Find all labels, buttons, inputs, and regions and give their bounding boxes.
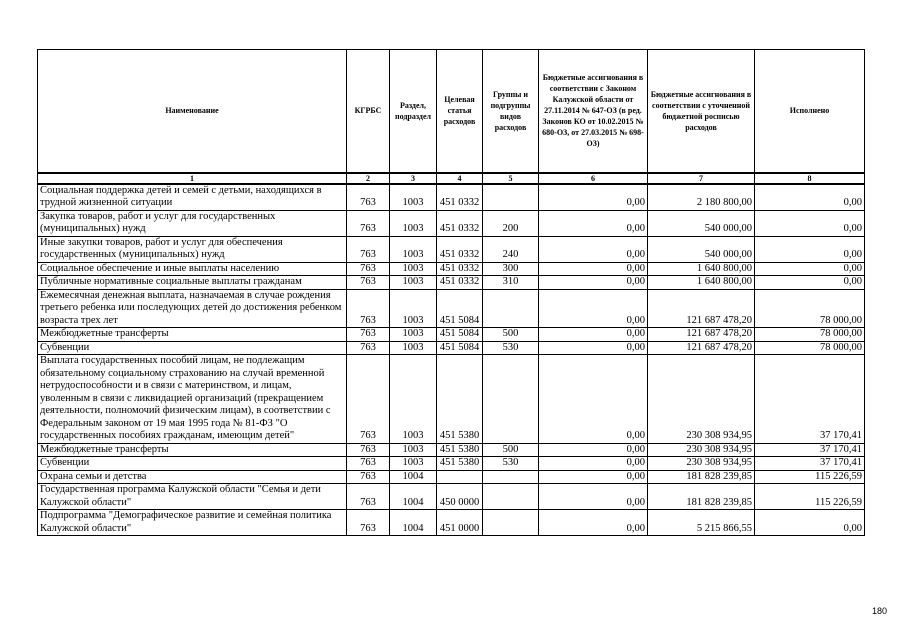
row-group: [483, 289, 539, 328]
row-section: 1004: [390, 484, 437, 510]
row-group: [483, 355, 539, 444]
table-row: [38, 470, 865, 484]
row-article: 451 0332: [437, 236, 483, 262]
row-plan: 0,00: [539, 210, 648, 236]
row-name: Охрана семьи и детства: [38, 470, 347, 484]
header-section: Раздел, подраздел: [390, 50, 437, 173]
row-article: [437, 470, 483, 484]
row-refined: 230 308 934,95: [648, 355, 755, 444]
column-number: 3: [390, 173, 437, 184]
row-plan: 0,00: [539, 184, 648, 211]
row-plan: 0,00: [539, 328, 648, 342]
header-done: Исполнено: [755, 50, 865, 173]
table-row: [38, 341, 865, 355]
row-name: Межбюджетные трансферты: [38, 328, 347, 342]
row-kgrbs: 763: [347, 262, 390, 276]
column-number: 1: [38, 173, 347, 184]
table-row: [38, 289, 865, 328]
column-number: 7: [648, 173, 755, 184]
row-kgrbs: 763: [347, 443, 390, 457]
row-kgrbs: 763: [347, 510, 390, 536]
row-section: 1003: [390, 289, 437, 328]
row-article: 451 5084: [437, 289, 483, 328]
row-name: Выплата государственных пособий лицам, не подлежащим обязательному социальному страхованию на случай временной нетрудоспособности и в связи с материнством, и лицам, уволенным в связи с ликвидацией организаций (прекращением деятельности, полномочий физическим лицам), в соответствии с Федеральным законом от 19 мая 1995 года № 81-ФЗ "О государственных пособиях гражданам, имеющим детей": [38, 355, 347, 444]
row-plan: 0,00: [539, 276, 648, 290]
row-section: 1003: [390, 457, 437, 471]
row-refined: 2 180 800,00: [648, 184, 755, 211]
header-refined: Бюджетные ассигнования в соответствии с уточненной бюджетной росписью расходов: [648, 50, 755, 173]
row-section: 1003: [390, 262, 437, 276]
row-section: 1003: [390, 328, 437, 342]
row-kgrbs: 763: [347, 328, 390, 342]
table-row: [38, 457, 865, 471]
row-done: 0,00: [755, 276, 865, 290]
row-plan: 0,00: [539, 457, 648, 471]
row-plan: 0,00: [539, 289, 648, 328]
column-number: 5: [483, 173, 539, 184]
row-group: 500: [483, 328, 539, 342]
header-name: Наименование: [38, 50, 347, 173]
row-article: 451 0332: [437, 210, 483, 236]
row-group: 240: [483, 236, 539, 262]
row-kgrbs: 763: [347, 341, 390, 355]
row-section: 1004: [390, 470, 437, 484]
row-done: 0,00: [755, 184, 865, 211]
row-group: 300: [483, 262, 539, 276]
row-group: [483, 484, 539, 510]
table-row: [38, 184, 865, 211]
row-name: Иные закупки товаров, работ и услуг для обеспечения государственных (муниципальных) нужд: [38, 236, 347, 262]
row-group: [483, 470, 539, 484]
row-name: Подпрограмма "Демографическое развитие и семейная политика Калужской области": [38, 510, 347, 536]
row-refined: 181 828 239,85: [648, 470, 755, 484]
row-section: 1004: [390, 510, 437, 536]
row-refined: 121 687 478,20: [648, 341, 755, 355]
table-row: [38, 510, 865, 536]
row-done: 115 226,59: [755, 470, 865, 484]
row-section: 1003: [390, 184, 437, 211]
row-refined: 181 828 239,85: [648, 484, 755, 510]
row-section: 1003: [390, 236, 437, 262]
row-section: 1003: [390, 443, 437, 457]
table-row: [38, 236, 865, 262]
row-article: 451 5380: [437, 443, 483, 457]
column-number-row: [38, 173, 865, 184]
row-article: 451 5380: [437, 457, 483, 471]
row-done: 37 170,41: [755, 457, 865, 471]
row-article: 451 0000: [437, 510, 483, 536]
row-done: 37 170,41: [755, 443, 865, 457]
column-number: 4: [437, 173, 483, 184]
row-group: 530: [483, 457, 539, 471]
header-plan: Бюджетные ассигнования в соответствии с Законом Калужской области от 27.11.2014 № 647-ОЗ (в ред. Законов КО от 10.02.2015 № 680-ОЗ, от 27.03.2015 № 698-ОЗ): [539, 50, 648, 173]
row-article: 451 5380: [437, 355, 483, 444]
row-refined: 5 215 866,55: [648, 510, 755, 536]
row-section: 1003: [390, 210, 437, 236]
row-plan: 0,00: [539, 470, 648, 484]
row-kgrbs: 763: [347, 276, 390, 290]
row-refined: 230 308 934,95: [648, 443, 755, 457]
table-row: [38, 276, 865, 290]
row-plan: 0,00: [539, 484, 648, 510]
row-article: 451 0332: [437, 262, 483, 276]
row-plan: 0,00: [539, 341, 648, 355]
row-section: 1003: [390, 341, 437, 355]
header-group: Группы и подгруппы видов расходов: [483, 50, 539, 173]
row-name: Субвенции: [38, 457, 347, 471]
row-group: [483, 184, 539, 211]
row-refined: 1 640 800,00: [648, 262, 755, 276]
row-article: 451 5084: [437, 341, 483, 355]
row-group: 200: [483, 210, 539, 236]
header-kgrbs: КГРБС: [347, 50, 390, 173]
row-kgrbs: 763: [347, 210, 390, 236]
row-name: Публичные нормативные социальные выплаты гражданам: [38, 276, 347, 290]
row-kgrbs: 763: [347, 470, 390, 484]
row-section: 1003: [390, 276, 437, 290]
row-plan: 0,00: [539, 262, 648, 276]
row-group: 310: [483, 276, 539, 290]
table-row: [38, 443, 865, 457]
row-name: Межбюджетные трансферты: [38, 443, 347, 457]
row-refined: 1 640 800,00: [648, 276, 755, 290]
row-done: 37 170,41: [755, 355, 865, 444]
row-name: Закупка товаров, работ и услуг для государственных (муниципальных) нужд: [38, 210, 347, 236]
row-refined: 540 000,00: [648, 236, 755, 262]
row-plan: 0,00: [539, 443, 648, 457]
row-article: 450 0000: [437, 484, 483, 510]
row-done: 115 226,59: [755, 484, 865, 510]
row-done: 0,00: [755, 510, 865, 536]
row-kgrbs: 763: [347, 484, 390, 510]
budget-table: [37, 49, 865, 536]
row-plan: 0,00: [539, 355, 648, 444]
row-kgrbs: 763: [347, 236, 390, 262]
table-row: [38, 355, 865, 444]
row-group: 530: [483, 341, 539, 355]
column-number: 6: [539, 173, 648, 184]
row-plan: 0,00: [539, 236, 648, 262]
row-article: 451 5084: [437, 328, 483, 342]
page-number: 180: [872, 606, 888, 616]
row-done: 0,00: [755, 236, 865, 262]
row-name: Субвенции: [38, 341, 347, 355]
row-kgrbs: 763: [347, 184, 390, 211]
row-done: 78 000,00: [755, 341, 865, 355]
row-done: 78 000,00: [755, 289, 865, 328]
table-row: [38, 210, 865, 236]
row-done: 0,00: [755, 262, 865, 276]
row-article: 451 0332: [437, 276, 483, 290]
header-article: Целевая статья расходов: [437, 50, 483, 173]
column-number: 2: [347, 173, 390, 184]
row-section: 1003: [390, 355, 437, 444]
row-done: 78 000,00: [755, 328, 865, 342]
row-group: [483, 510, 539, 536]
row-kgrbs: 763: [347, 457, 390, 471]
row-article: 451 0332: [437, 184, 483, 211]
row-refined: 121 687 478,20: [648, 289, 755, 328]
table-header-row: [38, 50, 865, 173]
row-name: Государственная программа Калужской области "Семья и дети Калужской области": [38, 484, 347, 510]
row-name: Социальное обеспечение и иные выплаты населению: [38, 262, 347, 276]
row-plan: 0,00: [539, 510, 648, 536]
column-number: 8: [755, 173, 865, 184]
table-row: [38, 262, 865, 276]
row-name: Социальная поддержка детей и семей с детьми, находящихся в трудной жизненной ситуации: [38, 184, 347, 211]
table-row: [38, 484, 865, 510]
row-kgrbs: 763: [347, 289, 390, 328]
row-refined: 540 000,00: [648, 210, 755, 236]
row-group: 500: [483, 443, 539, 457]
row-kgrbs: 763: [347, 355, 390, 444]
table-row: [38, 328, 865, 342]
row-refined: 230 308 934,95: [648, 457, 755, 471]
row-refined: 121 687 478,20: [648, 328, 755, 342]
row-done: 0,00: [755, 210, 865, 236]
row-name: Ежемесячная денежная выплата, назначаемая в случае рождения третьего ребенка или последующих детей до достижения ребенком возраста трех лет: [38, 289, 347, 328]
